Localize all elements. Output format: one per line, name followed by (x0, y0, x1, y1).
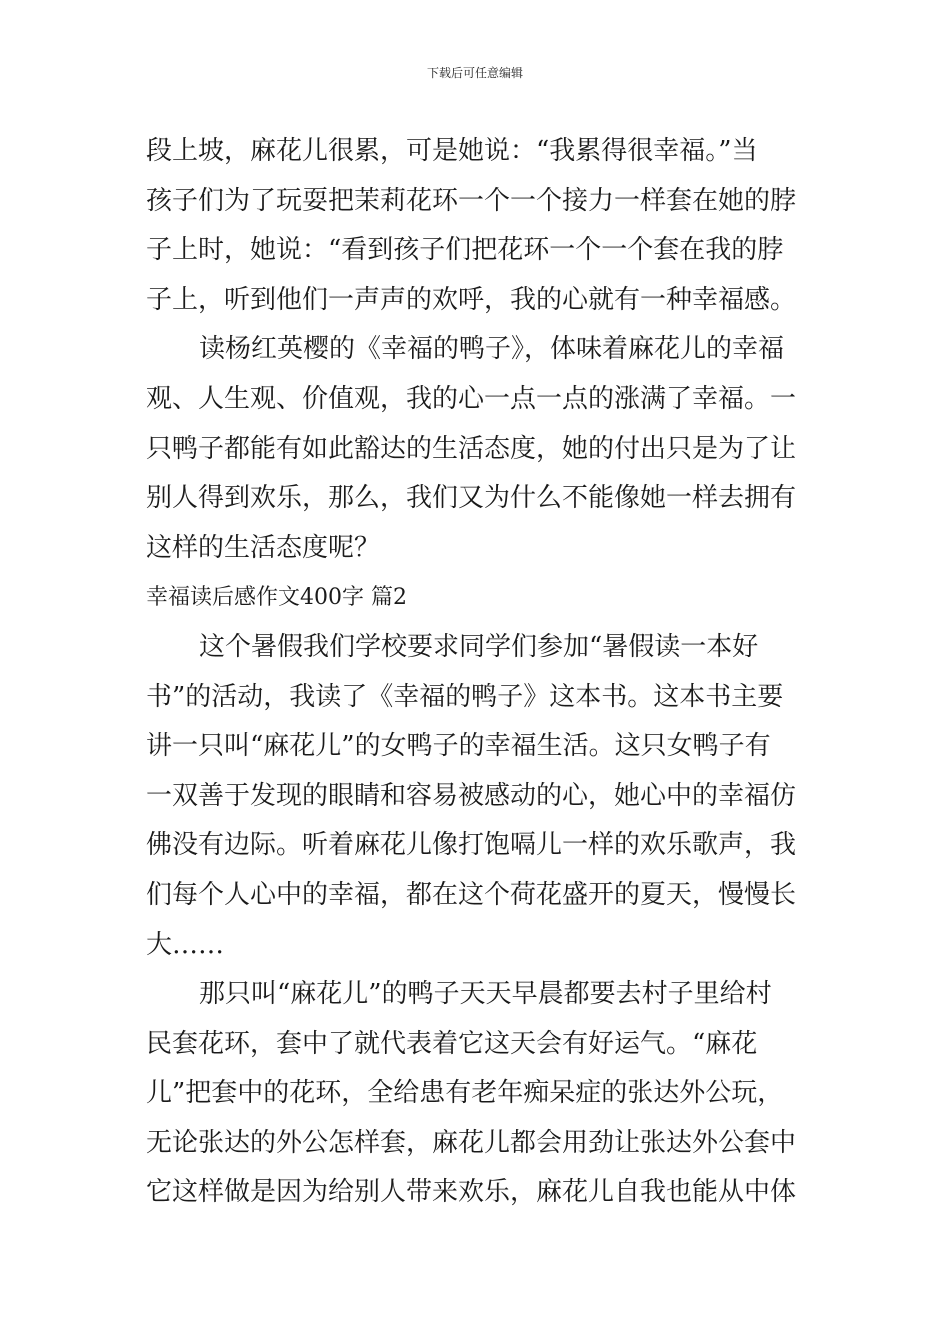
text-line: 佛没有边际。听着麻花儿像打饱嗝儿一样的欢乐歌声，我 (146, 830, 797, 861)
text-line: 们每个人心中的幸福，都在这个荷花盛开的夏天，慢慢长 (146, 879, 797, 910)
text-line: 这个暑假我们学校要求同学们参加“暑假读一本好 (199, 631, 759, 662)
text-line: 孩子们为了玩耍把茉莉花环一个一个接力一样套在她的脖 (146, 185, 797, 216)
text-line: 这样的生活态度呢？ (146, 532, 381, 563)
text-line: 段上坡，麻花儿很累，可是她说：“我累得很幸福。”当 (146, 136, 758, 166)
text-line: 儿”把套中的花环，全给患有老年痴呆症的张达外公玩， (146, 1078, 784, 1109)
page-header: 下载后可任意编辑 (426, 66, 523, 80)
text-line: 读杨红英樱的《幸福的鸭子》，体味着麻花儿的幸福 (199, 334, 785, 365)
section-heading: 幸福读后感作文400字 篇2 (146, 585, 407, 611)
text-line: 讲一只叫“麻花儿”的女鸭子的幸福生活。这只女鸭子有 (146, 731, 771, 762)
text-line: 一双善于发现的眼睛和容易被感动的心，她心中的幸福仿 (146, 780, 797, 811)
text-line: 书”的活动，我读了《幸福的鸭子》这本书。这本书主要 (146, 681, 784, 712)
text-line: 无论张达的外公怎样套，麻花儿都会用劲让张达外公套中 (146, 1127, 797, 1158)
text-line: 它这样做是因为给别人带来欢乐，麻花儿自我也能从中体 (146, 1177, 797, 1208)
text-line: 别人得到欢乐，那么，我们又为什么不能像她一样去拥有 (146, 483, 797, 514)
document-body (146, 127, 806, 1218)
text-line: 只鸭子都能有如此豁达的生活态度，她的付出只是为了让 (146, 433, 797, 464)
text-line: 子上，听到他们一声声的欢呼，我的心就有一种幸福感。 (146, 284, 797, 315)
text-line: 大…… (146, 929, 225, 960)
text-line: 观、人生观、价值观，我的心一点一点的涨满了幸福。一 (146, 383, 797, 414)
text-line: 民套花环，套中了就代表着它这天会有好运气。“麻花 (146, 1028, 758, 1059)
text-line: 那只叫“麻花儿”的鸭子天天早晨都要去村子里给村 (199, 979, 772, 1010)
text-line: 子上时，她说：“看到孩子们把花环一个一个套在我的脖 (146, 235, 784, 266)
